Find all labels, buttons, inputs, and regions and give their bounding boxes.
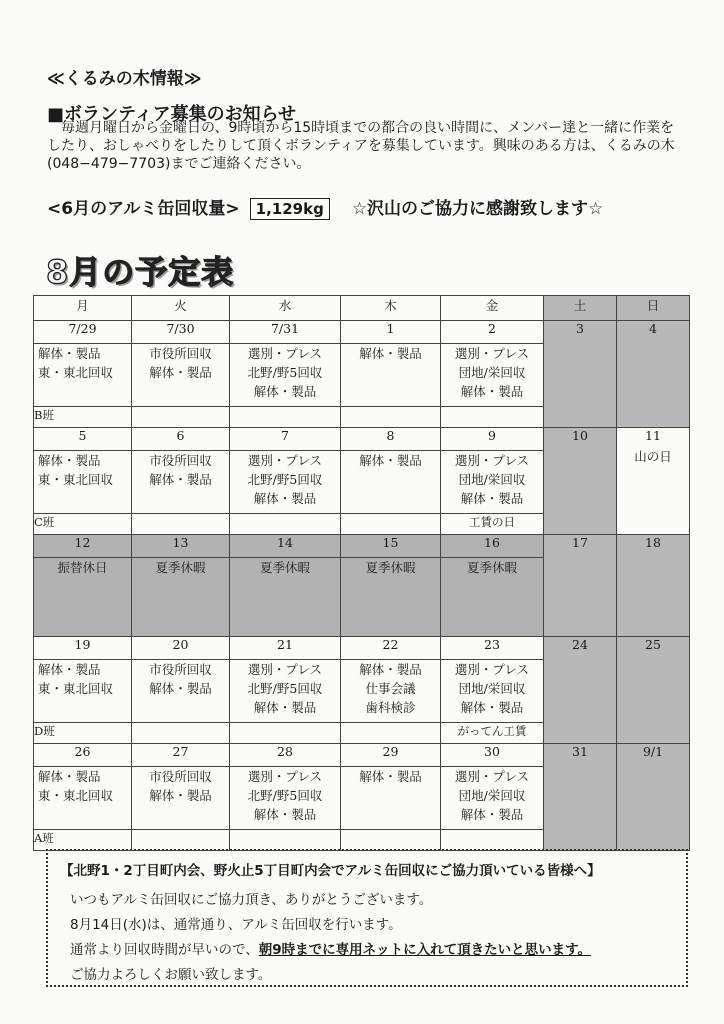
date-row xyxy=(34,744,690,767)
date-cell: 16 xyxy=(441,535,544,558)
holiday-cell: 夏季休暇 xyxy=(132,558,230,637)
note-cell xyxy=(441,407,544,428)
date-cell: 29 xyxy=(341,744,441,767)
team-label: B班 xyxy=(34,407,132,428)
notice-line: 8月14日(水)は、通常通り、アルミ缶回収を行います。 xyxy=(70,917,402,933)
task-line: 解体・製品 xyxy=(38,769,101,784)
task-cell xyxy=(34,767,132,830)
notice-text: 通常より回収時間が早いので、 xyxy=(70,942,259,958)
task-cell xyxy=(230,451,341,514)
date-cell: 30 xyxy=(441,744,544,767)
note-cell xyxy=(341,723,441,744)
date-cell: 2 xyxy=(441,321,544,344)
task-cell xyxy=(441,344,544,407)
holiday-cell: 夏季休暇 xyxy=(341,558,441,637)
info-title: ≪くるみの木情報≫ xyxy=(47,69,202,89)
task-cell xyxy=(441,660,544,723)
task-line: 市役所回収 xyxy=(149,453,212,468)
weekday-header: 月 xyxy=(34,296,132,321)
weekday-header: 金 xyxy=(441,296,544,321)
weekend-cell xyxy=(544,535,617,637)
task-line: 東・東北回収 xyxy=(38,472,114,487)
aluminum-summary xyxy=(47,194,687,220)
task-cell xyxy=(132,344,230,407)
task-line: 解体・製品 xyxy=(149,365,212,380)
task-line: 解体・製品 xyxy=(149,472,212,487)
holiday-cell: 振替休日 xyxy=(34,558,132,637)
notice-line: いつもアルミ缶回収にご協力頂き、ありがとうございます。 xyxy=(70,892,433,908)
date-cell: 20 xyxy=(132,637,230,660)
date-cell: 7/31 xyxy=(230,321,341,344)
task-line: 解体・製品 xyxy=(460,807,524,822)
note-cell xyxy=(341,514,441,535)
task-line: 選別・プレス xyxy=(247,662,323,677)
weekend-cell xyxy=(617,321,690,428)
task-line: 解体・製品 xyxy=(253,491,317,506)
weekday-header-row xyxy=(34,296,690,321)
date-label: 10 xyxy=(572,428,588,443)
date-cell: 13 xyxy=(132,535,230,558)
weekend-cell xyxy=(617,428,690,535)
date-label: 9/1 xyxy=(642,744,664,759)
task-line: 北野/野5回収 xyxy=(247,788,323,803)
note-cell xyxy=(341,830,441,851)
task-line: 解体・製品 xyxy=(460,491,524,506)
task-line: 解体・製品 xyxy=(38,662,101,677)
task-line: 解体・製品 xyxy=(359,769,422,784)
task-line: 選別・プレス xyxy=(454,453,530,468)
aluminum-value: 1,129kg xyxy=(250,198,330,220)
weekday-header: 水 xyxy=(230,296,341,321)
date-label: 3 xyxy=(576,321,584,336)
task-cell xyxy=(132,767,230,830)
date-cell: 26 xyxy=(34,744,132,767)
task-cell xyxy=(132,660,230,723)
date-cell: 9 xyxy=(441,428,544,451)
task-line: 東・東北回収 xyxy=(38,681,114,696)
task-cell xyxy=(132,451,230,514)
task-cell xyxy=(230,660,341,723)
task-line: 選別・プレス xyxy=(247,346,323,361)
note-cell xyxy=(230,407,341,428)
weekday-header: 火 xyxy=(132,296,230,321)
team-label: C班 xyxy=(34,514,132,535)
volunteer-body: 毎週月曜日から金曜日の、9時頃から15時頃までの都合の良い時間に、メンバー達と一緒に作業をしたり、おしゃべりをしたりして頂くボランティアを募集しています。興味のある方は、くるみの木(048−479−7703)までご連絡ください。 xyxy=(47,120,675,172)
task-line: 北野/野5回収 xyxy=(247,365,323,380)
note-cell xyxy=(132,830,230,851)
date-cell: 14 xyxy=(230,535,341,558)
date-cell: 19 xyxy=(34,637,132,660)
task-line: 解体・製品 xyxy=(253,384,317,399)
note-cell: 工賃の日 xyxy=(441,514,544,535)
date-row xyxy=(34,637,690,660)
date-cell: 12 xyxy=(34,535,132,558)
date-cell: 28 xyxy=(230,744,341,767)
date-label: 17 xyxy=(572,535,588,550)
aluminum-label: <6月のアルミ缶回収量> xyxy=(47,199,240,219)
note-cell xyxy=(341,407,441,428)
weekend-cell xyxy=(544,637,617,744)
note-cell xyxy=(230,830,341,851)
task-line: 東・東北回収 xyxy=(38,365,114,380)
weekday-header: 木 xyxy=(341,296,441,321)
task-line: 市役所回収 xyxy=(149,769,212,784)
date-label: 11 xyxy=(645,428,661,443)
task-line: 北野/野5回収 xyxy=(247,472,323,487)
task-line: 解体・製品 xyxy=(149,681,212,696)
weekend-cell xyxy=(544,428,617,535)
task-line: 解体・製品 xyxy=(359,662,422,677)
thanks-text: ☆沢山のご協力に感謝致します☆ xyxy=(351,199,604,219)
date-row xyxy=(34,321,690,344)
task-cell xyxy=(441,767,544,830)
task-cell xyxy=(230,344,341,407)
note-cell xyxy=(132,723,230,744)
task-cell xyxy=(341,344,441,407)
date-label: 24 xyxy=(572,637,588,652)
volunteer-heading: ■ボランティア募集のお知らせ xyxy=(47,104,297,125)
holiday-label: 山の日 xyxy=(634,449,672,464)
holiday-cell: 夏季休暇 xyxy=(230,558,341,637)
notice-emphasis: 朝9時までに専用ネットに入れて頂きたいと思います。 xyxy=(258,942,592,958)
date-cell: 22 xyxy=(341,637,441,660)
note-cell: がってん工賃 xyxy=(441,723,544,744)
task-line: 仕事会議 xyxy=(365,681,416,696)
task-line: 東・東北回収 xyxy=(38,788,114,803)
task-line: 選別・プレス xyxy=(454,662,530,677)
date-label: 4 xyxy=(649,321,657,336)
date-cell: 7/30 xyxy=(132,321,230,344)
weekday-header: 土 xyxy=(544,296,617,321)
task-line: 解体・製品 xyxy=(149,788,212,803)
task-line: 市役所回収 xyxy=(149,662,212,677)
task-cell xyxy=(230,767,341,830)
notice-line: ご協力よろしくお願い致します。 xyxy=(70,967,272,983)
task-line: 選別・プレス xyxy=(247,453,323,468)
date-label: 25 xyxy=(645,637,661,652)
notice-line xyxy=(70,938,591,958)
task-cell xyxy=(34,660,132,723)
date-row xyxy=(34,428,690,451)
date-cell: 27 xyxy=(132,744,230,767)
holiday-cell: 夏季休暇 xyxy=(441,558,544,637)
date-cell: 7 xyxy=(230,428,341,451)
date-cell: 1 xyxy=(341,321,441,344)
task-line: 解体・製品 xyxy=(253,700,317,715)
team-label: A班 xyxy=(34,830,132,851)
task-cell xyxy=(341,660,441,723)
task-cell xyxy=(34,344,132,407)
task-line: 解体・製品 xyxy=(460,700,524,715)
task-line: 解体・製品 xyxy=(359,453,422,468)
date-cell: 8 xyxy=(341,428,441,451)
date-cell: 5 xyxy=(34,428,132,451)
task-line: 選別・プレス xyxy=(454,346,530,361)
task-line: 解体・製品 xyxy=(38,346,101,361)
date-label: 18 xyxy=(645,535,661,550)
weekend-cell xyxy=(544,321,617,428)
weekend-cell xyxy=(617,744,690,851)
note-cell xyxy=(132,407,230,428)
date-cell: 21 xyxy=(230,637,341,660)
weekend-cell xyxy=(544,744,617,851)
task-line: 解体・製品 xyxy=(359,346,422,361)
date-cell: 7/29 xyxy=(34,321,132,344)
task-line: 団地/栄回収 xyxy=(458,472,526,487)
weekend-cell xyxy=(617,535,690,637)
task-line: 団地/栄回収 xyxy=(458,365,526,380)
task-line: 団地/栄回収 xyxy=(458,788,526,803)
date-row xyxy=(34,535,690,558)
weekend-cell xyxy=(617,637,690,744)
task-line: 選別・プレス xyxy=(247,769,323,784)
schedule-title: 8月の予定表 xyxy=(46,253,235,291)
task-line: 解体・製品 xyxy=(460,384,524,399)
task-line: 歯科検診 xyxy=(365,700,416,715)
notice-title: 【北野1・2丁目町内会、野火止5丁目町内会でアルミ缶回収にご協力頂いている皆様へ】 xyxy=(60,863,601,879)
date-cell: 15 xyxy=(341,535,441,558)
task-cell xyxy=(341,767,441,830)
task-line: 解体・製品 xyxy=(253,807,317,822)
date-label: 31 xyxy=(572,744,588,759)
task-line: 市役所回収 xyxy=(149,346,212,361)
team-label: D班 xyxy=(34,723,132,744)
notice-box xyxy=(46,849,688,987)
task-cell xyxy=(34,451,132,514)
schedule-calendar xyxy=(33,295,690,851)
weekday-header: 日 xyxy=(617,296,690,321)
task-line: 解体・製品 xyxy=(38,453,101,468)
task-cell xyxy=(441,451,544,514)
note-cell xyxy=(441,830,544,851)
task-line: 北野/野5回収 xyxy=(247,681,323,696)
note-cell xyxy=(230,723,341,744)
date-cell: 23 xyxy=(441,637,544,660)
date-cell: 6 xyxy=(132,428,230,451)
note-cell xyxy=(132,514,230,535)
task-line: 選別・プレス xyxy=(454,769,530,784)
note-cell xyxy=(230,514,341,535)
task-cell xyxy=(341,451,441,514)
task-line: 団地/栄回収 xyxy=(458,681,526,696)
